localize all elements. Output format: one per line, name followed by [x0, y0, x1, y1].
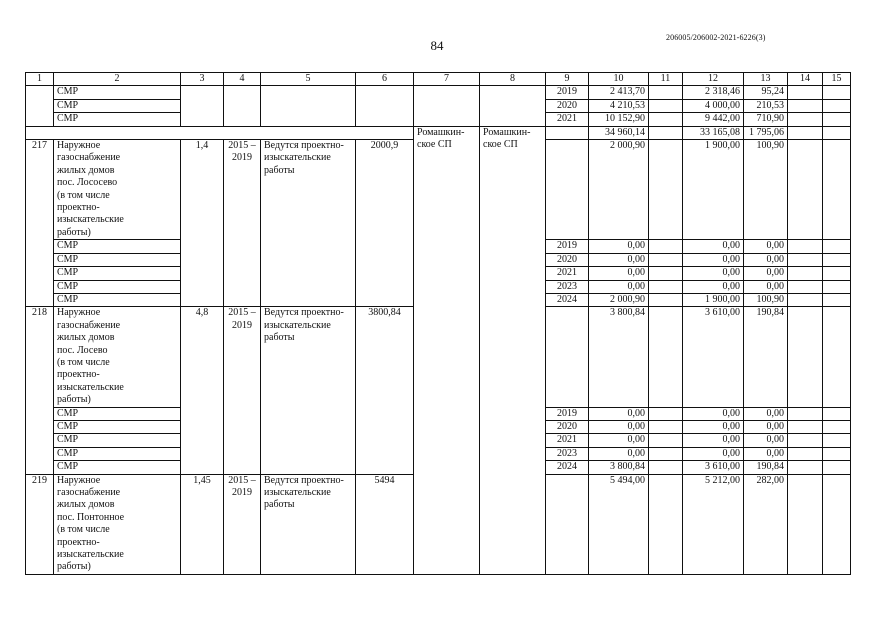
amount-cell: 4 000,00 — [683, 99, 744, 112]
amount-cell: 1 900,00 — [683, 140, 744, 240]
amount-cell: 3 800,84 — [589, 307, 649, 407]
work-type-cell: СМР — [54, 253, 181, 266]
total-amount: 1 795,06 — [744, 126, 788, 139]
empty-cell — [649, 86, 683, 99]
settlement-cell: Ромашкин- ское СП — [414, 126, 480, 574]
empty-cell — [823, 447, 851, 460]
empty-cell — [823, 307, 851, 407]
empty-cell — [823, 461, 851, 474]
project-name: Наружное газоснабжение жилых домов пос. Лосево (в том числе проектно- изыскательские работы) — [54, 307, 181, 407]
column-header: 11 — [649, 73, 683, 86]
work-type-cell: СМР — [54, 447, 181, 460]
empty-cell — [788, 293, 823, 306]
empty-cell — [546, 307, 589, 407]
amount-cell: 0,00 — [683, 407, 744, 420]
empty-cell — [788, 113, 823, 126]
empty-cell — [649, 113, 683, 126]
year-cell: 2020 — [546, 99, 589, 112]
empty-cell — [823, 113, 851, 126]
empty-cell — [823, 86, 851, 99]
empty-cell — [649, 407, 683, 420]
amount-cell: 0,00 — [589, 434, 649, 447]
empty-cell — [649, 293, 683, 306]
amount-cell: 0,00 — [683, 447, 744, 460]
header-row — [26, 73, 851, 86]
empty-cell — [788, 240, 823, 253]
amount-cell: 9 442,00 — [683, 113, 744, 126]
year-cell: 2024 — [546, 461, 589, 474]
project-number: 217 — [26, 140, 54, 307]
amount-cell: 0,00 — [683, 267, 744, 280]
amount-cell: 2 413,70 — [589, 86, 649, 99]
amount-cell: 0,00 — [683, 280, 744, 293]
project-length: 4,8 — [181, 307, 224, 474]
empty-cell — [356, 86, 414, 126]
amount-cell: 0,00 — [744, 407, 788, 420]
empty-cell — [546, 140, 589, 240]
amount-cell: 3 800,84 — [589, 461, 649, 474]
year-cell: 2023 — [546, 447, 589, 460]
empty-cell — [788, 407, 823, 420]
settlement-cell: Ромашкин- ское СП — [480, 126, 546, 574]
project-cost: 2000,9 — [356, 140, 414, 307]
amount-cell: 95,24 — [744, 86, 788, 99]
empty-cell — [788, 140, 823, 240]
empty-cell — [224, 86, 261, 126]
empty-cell — [649, 140, 683, 240]
year-cell: 2021 — [546, 113, 589, 126]
column-header: 6 — [356, 73, 414, 86]
amount-cell: 0,00 — [589, 447, 649, 460]
amount-cell: 282,00 — [744, 474, 788, 574]
column-header: 10 — [589, 73, 649, 86]
work-type-cell: СМР — [54, 267, 181, 280]
empty-cell — [823, 434, 851, 447]
empty-cell — [26, 86, 54, 126]
empty-cell — [788, 461, 823, 474]
empty-cell — [649, 461, 683, 474]
project-number: 218 — [26, 307, 54, 474]
empty-cell — [649, 307, 683, 407]
project-period: 2015 – 2019 — [224, 140, 261, 307]
project-name: Наружное газоснабжение жилых домов пос. Понтонное (в том числе проектно- изыскательские работы) — [54, 474, 181, 574]
column-header: 12 — [683, 73, 744, 86]
empty-cell — [649, 280, 683, 293]
amount-cell: 0,00 — [744, 267, 788, 280]
amount-cell: 0,00 — [589, 420, 649, 433]
empty-cell — [649, 474, 683, 574]
project-length: 1,4 — [181, 140, 224, 307]
amount-cell: 0,00 — [744, 253, 788, 266]
amount-cell: 0,00 — [744, 240, 788, 253]
total-amount: 34 960,14 — [589, 126, 649, 139]
amount-cell: 0,00 — [589, 240, 649, 253]
amount-cell: 190,84 — [744, 307, 788, 407]
empty-cell — [788, 253, 823, 266]
amount-cell: 710,90 — [744, 113, 788, 126]
amount-cell: 0,00 — [589, 407, 649, 420]
project-length: 1,45 — [181, 474, 224, 574]
project-cost: 5494 — [356, 474, 414, 574]
amount-cell: 210,53 — [744, 99, 788, 112]
empty-cell — [788, 474, 823, 574]
year-cell: 2020 — [546, 253, 589, 266]
empty-cell — [649, 99, 683, 112]
empty-cell — [788, 86, 823, 99]
amount-cell: 2 000,90 — [589, 293, 649, 306]
column-header: 3 — [181, 73, 224, 86]
work-type-cell: СМР — [54, 99, 181, 112]
total-amount: 33 165,08 — [683, 126, 744, 139]
empty-cell — [788, 126, 823, 139]
project-status: Ведутся проектно- изыскательские работы — [261, 307, 356, 474]
program-table — [25, 72, 851, 575]
column-header: 5 — [261, 73, 356, 86]
amount-cell: 0,00 — [744, 447, 788, 460]
column-header: 9 — [546, 73, 589, 86]
column-header: 8 — [480, 73, 546, 86]
empty-cell — [181, 86, 224, 126]
empty-cell — [823, 267, 851, 280]
column-header: 4 — [224, 73, 261, 86]
year-cell: 2023 — [546, 280, 589, 293]
page-number: 84 — [430, 38, 444, 53]
amount-cell: 2 000,90 — [589, 140, 649, 240]
amount-cell: 190,84 — [744, 461, 788, 474]
column-header: 2 — [54, 73, 181, 86]
empty-cell — [823, 99, 851, 112]
amount-cell: 0,00 — [589, 267, 649, 280]
work-type-cell: СМР — [54, 240, 181, 253]
empty-cell — [26, 126, 414, 139]
empty-cell — [823, 293, 851, 306]
empty-cell — [823, 140, 851, 240]
year-cell: 2021 — [546, 434, 589, 447]
amount-cell: 100,90 — [744, 140, 788, 240]
column-header: 13 — [744, 73, 788, 86]
empty-cell — [788, 99, 823, 112]
empty-cell — [823, 474, 851, 574]
document-reference: 206005/206002-2021-6226(3) — [666, 33, 766, 42]
empty-cell — [649, 267, 683, 280]
empty-cell — [788, 307, 823, 407]
empty-cell — [823, 407, 851, 420]
amount-cell: 1 900,00 — [683, 293, 744, 306]
column-header: 15 — [823, 73, 851, 86]
work-type-cell: СМР — [54, 461, 181, 474]
amount-cell: 0,00 — [683, 420, 744, 433]
empty-cell — [823, 420, 851, 433]
project-status: Ведутся проектно- изыскательские работы — [261, 474, 356, 574]
year-cell: 2019 — [546, 86, 589, 99]
amount-cell: 0,00 — [744, 434, 788, 447]
empty-cell — [823, 240, 851, 253]
amount-cell: 0,00 — [683, 240, 744, 253]
empty-cell — [788, 447, 823, 460]
column-header: 1 — [26, 73, 54, 86]
year-cell: 2020 — [546, 420, 589, 433]
empty-cell — [649, 126, 683, 139]
empty-cell — [480, 86, 546, 126]
work-type-cell: СМР — [54, 293, 181, 306]
work-type-cell: СМР — [54, 280, 181, 293]
amount-cell: 3 610,00 — [683, 307, 744, 407]
empty-cell — [546, 126, 589, 139]
empty-cell — [788, 280, 823, 293]
project-period: 2015 – 2019 — [224, 474, 261, 574]
empty-cell — [788, 267, 823, 280]
amount-cell: 0,00 — [683, 253, 744, 266]
work-type-cell: СМР — [54, 86, 181, 99]
empty-cell — [649, 420, 683, 433]
work-type-cell: СМР — [54, 420, 181, 433]
work-type-cell: СМР — [54, 434, 181, 447]
column-header: 14 — [788, 73, 823, 86]
empty-cell — [649, 434, 683, 447]
amount-cell: 3 610,00 — [683, 461, 744, 474]
empty-cell — [414, 86, 480, 126]
empty-cell — [261, 86, 356, 126]
empty-cell — [788, 420, 823, 433]
empty-cell — [788, 434, 823, 447]
year-cell: 2019 — [546, 407, 589, 420]
year-cell: 2019 — [546, 240, 589, 253]
column-header: 7 — [414, 73, 480, 86]
year-cell: 2021 — [546, 267, 589, 280]
project-name: Наружное газоснабжение жилых домов пос. Лососево (в том числе проектно- изыскательские работы) — [54, 140, 181, 240]
amount-cell: 5 212,00 — [683, 474, 744, 574]
empty-cell — [649, 240, 683, 253]
amount-cell: 0,00 — [589, 253, 649, 266]
project-number: 219 — [26, 474, 54, 574]
amount-cell: 2 318,46 — [683, 86, 744, 99]
project-status: Ведутся проектно- изыскательские работы — [261, 140, 356, 307]
empty-cell — [823, 253, 851, 266]
amount-cell: 100,90 — [744, 293, 788, 306]
amount-cell: 5 494,00 — [589, 474, 649, 574]
amount-cell: 0,00 — [589, 280, 649, 293]
project-cost: 3800,84 — [356, 307, 414, 474]
amount-cell: 0,00 — [744, 420, 788, 433]
empty-cell — [823, 126, 851, 139]
work-type-cell: СМР — [54, 407, 181, 420]
total-row — [26, 126, 851, 139]
project-period: 2015 – 2019 — [224, 307, 261, 474]
empty-cell — [649, 253, 683, 266]
amount-cell: 0,00 — [744, 280, 788, 293]
empty-cell — [649, 447, 683, 460]
amount-cell: 0,00 — [683, 434, 744, 447]
amount-cell: 10 152,90 — [589, 113, 649, 126]
empty-cell — [546, 474, 589, 574]
table-row — [26, 86, 851, 99]
year-cell: 2024 — [546, 293, 589, 306]
amount-cell: 4 210,53 — [589, 99, 649, 112]
empty-cell — [823, 280, 851, 293]
work-type-cell: СМР — [54, 113, 181, 126]
